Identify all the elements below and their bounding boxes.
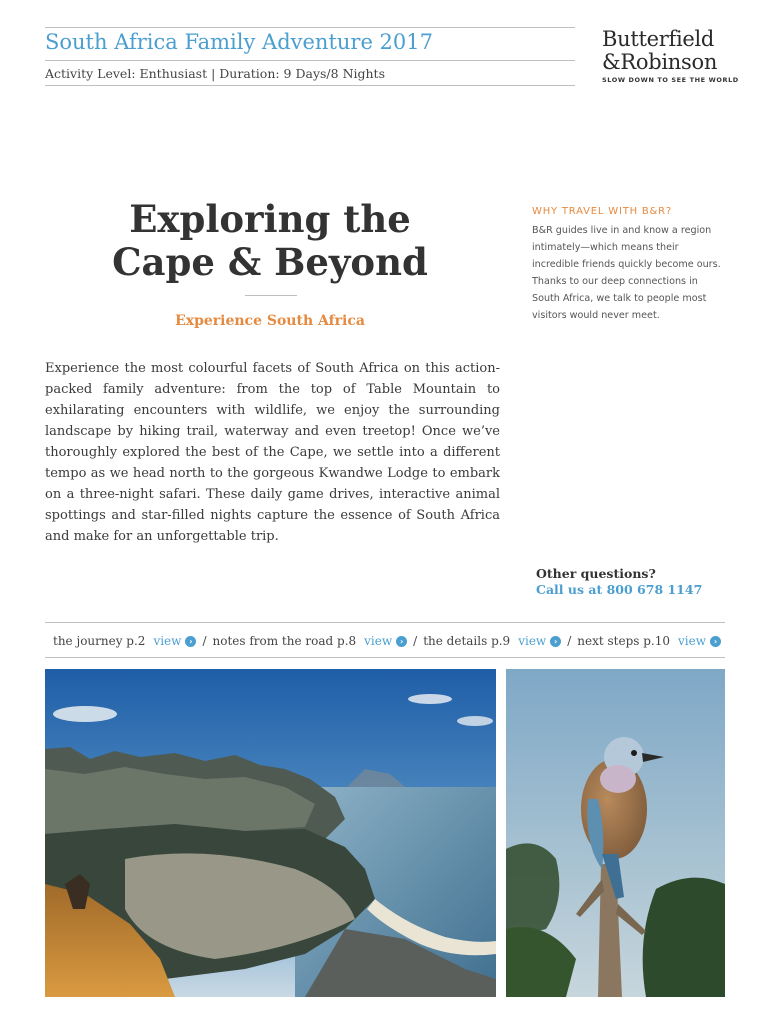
cape-landscape-photo [45,669,496,997]
nav-view-details-link[interactable]: view [518,634,547,648]
arrow-right-icon[interactable]: › [550,636,561,647]
why-travel-panel [532,206,722,324]
header-bottom-rule [45,85,575,86]
section-nav [45,631,725,651]
nav-label-journey: the journey p.2 [53,634,146,648]
arrow-right-icon[interactable]: › [710,636,721,647]
nav-item-next-steps [577,634,721,648]
nav-label-next-steps: next steps p.10 [577,634,670,648]
brand-logo [602,27,739,84]
nav-separator: / [567,634,572,648]
arrow-right-icon[interactable]: › [185,636,196,647]
nav-separator: / [413,634,418,648]
nav-label-details: the details p.9 [423,634,511,648]
why-travel-heading: WHY TRAVEL WITH B&R? [532,206,673,217]
nav-top-rule [45,622,725,623]
logo-line-1: Butterfield [602,27,715,51]
nav-item-journey [53,634,196,648]
hero-title-line-2: Cape & Beyond [112,240,428,284]
hero-subtitle: Experience South Africa [175,313,365,329]
nav-separator: / [202,634,207,648]
phone-link[interactable]: Call us at 800 678 1147 [536,582,703,597]
contact-block [536,566,702,598]
hero-title [80,198,460,284]
nav-label-notes: notes from the road p.8 [212,634,357,648]
document-title: South Africa Family Adventure 2017 [45,30,433,54]
intro-paragraph: Experience the most colourful facets of South Africa on this action-packed family adventure: from the top of Table Mountain to exhilarating encounters with wildlife, we enjoy the surrounding landscape by hiking trail, waterway and even treetop! Once we’ve thoroughly explored the best of the Cape, we settle into a different tempo as we head north to the gorgeous Kwandwe Lodge to embark on a three-night safari. These daily game drives, interactive animal spottings and star-filled nights capture the essence of South Africa and make for an unforgettable trip. [45,361,500,544]
logo-line-2: &Robinson [602,50,718,74]
nav-bottom-rule [45,657,725,658]
roller-bird-photo [506,669,725,997]
logo-tagline: SLOW DOWN TO SEE THE WORLD [602,76,739,84]
nav-item-notes [212,634,407,648]
why-travel-body: B&R guides live in and know a region intimately—which means their incredible friends quickly become ours. Thanks to our deep connections in South Africa, we talk to people most visitors would never meet. [532,225,721,321]
nav-view-notes-link[interactable]: view [364,634,393,648]
nav-view-journey-link[interactable]: view [153,634,182,648]
hero-title-line-1: Exploring the [129,197,411,241]
trip-details: Activity Level: Enthusiast | Duration: 9 Days/8 Nights [45,66,385,81]
arrow-right-icon[interactable]: › [396,636,407,647]
questions-label: Other questions? [536,566,656,581]
nav-item-details [423,634,561,648]
title-divider [245,295,297,296]
header-top-rule [45,27,575,28]
header-middle-rule [45,60,575,61]
nav-view-next-steps-link[interactable]: view [678,634,706,648]
